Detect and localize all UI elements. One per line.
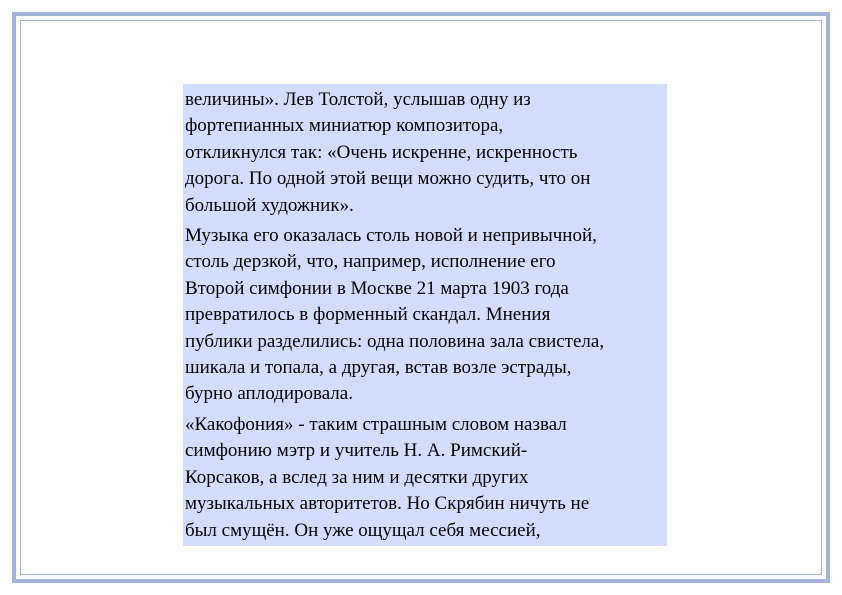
text-line: фортепианных миниатюр композитора, <box>185 115 504 137</box>
text-line: большой художник». <box>185 194 354 216</box>
text-line: откликнулся так: «Очень искренне, искренность <box>185 141 578 163</box>
text-line: бурно аплодировала. <box>185 383 353 405</box>
text-line: публики разделились: одна половина зала свистела, <box>185 330 605 352</box>
text-line: Второй симфонии в Москве 21 марта 1903 года <box>185 277 569 299</box>
text-line: Корсаков, а вслед за ним и десятки других <box>185 466 529 488</box>
text-line: Музыка его оказалась столь новой и непривычной, <box>185 225 597 247</box>
text-line: шикала и топала, а другая, встав возле эстрады, <box>185 357 572 379</box>
text-line: величины». Лев Толстой, услышав одну из <box>185 89 531 110</box>
text-line: дорога. По одной этой вещи можно судить, что он <box>185 168 591 190</box>
text-line: симфонию мэтр и учитель Н. А. Римский- <box>185 440 528 462</box>
text-block <box>183 84 667 546</box>
text-line: музыкальных авторитетов. Но Скрябин ничуть не <box>185 493 590 515</box>
text-line: был смущён. Он уже ощущал себя мессией, <box>185 519 541 541</box>
text-line: превратилось в форменный скандал. Мнения <box>185 304 551 326</box>
paragraph-3 <box>185 412 665 544</box>
paragraph-1 <box>185 87 665 219</box>
text-line: столь дерзкой, что, например, исполнение его <box>185 251 556 273</box>
paragraph-2 <box>185 223 665 408</box>
text-line: «Какофония» - таким страшным словом назвал <box>185 413 567 435</box>
